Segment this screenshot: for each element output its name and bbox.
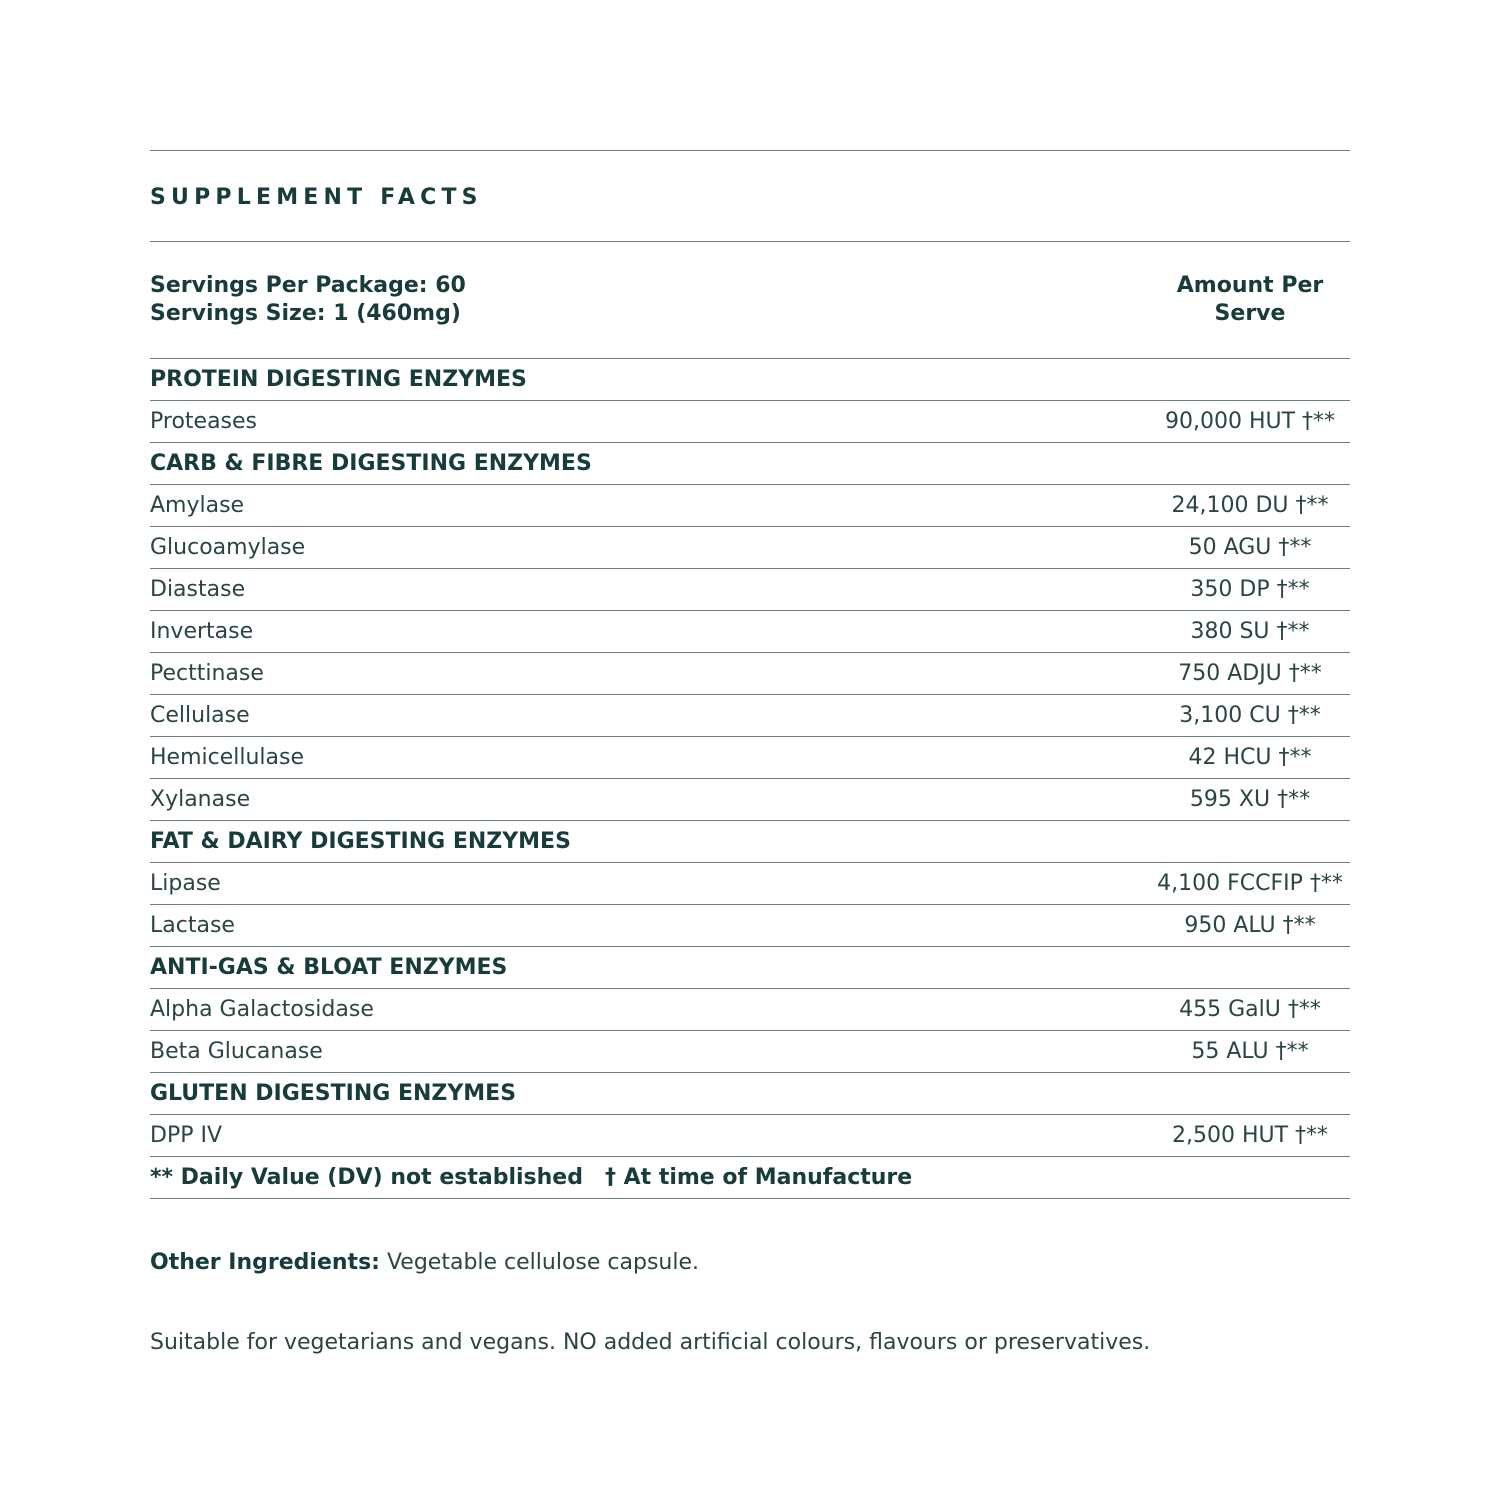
enzyme-amount: 750 ADJU †** <box>1178 661 1322 686</box>
table-row <box>150 526 1350 568</box>
panel-title: SUPPLEMENT FACTS <box>150 184 483 210</box>
amount-header-line1: Amount Per <box>1176 273 1324 298</box>
enzyme-amount: 3,100 CU †** <box>1179 703 1321 728</box>
enzyme-amount: 90,000 HUT †** <box>1164 409 1336 434</box>
enzyme-name: Diastase <box>150 577 246 602</box>
enzyme-name: Hemicellulase <box>150 745 305 770</box>
other-ingredients-label: Other Ingredients: <box>150 1250 380 1275</box>
enzyme-table <box>150 358 1350 1156</box>
enzyme-amount: 455 GalU †** <box>1179 997 1321 1022</box>
enzyme-amount: 42 HCU †** <box>1188 745 1312 770</box>
enzyme-amount: 350 DP †** <box>1190 577 1310 602</box>
servings-per-package: Servings Per Package: 60 <box>150 273 466 298</box>
enzyme-name: Proteases <box>150 409 258 434</box>
table-row <box>150 694 1350 736</box>
enzyme-name: Lactase <box>150 913 235 938</box>
enzyme-name: Amylase <box>150 493 245 518</box>
serving-info <box>150 242 1350 358</box>
table-row <box>150 862 1350 904</box>
amount-per-serve-header <box>1150 272 1350 328</box>
enzyme-name: DPP IV <box>150 1123 223 1148</box>
amount-header-line2: Serve <box>1214 301 1286 326</box>
enzyme-amount: 24,100 DU †** <box>1171 493 1329 518</box>
table-row <box>150 736 1350 778</box>
section-heading: ANTI-GAS & BLOAT ENZYMES <box>150 946 1350 988</box>
section-heading: CARB & FIBRE DIGESTING ENZYMES <box>150 442 1350 484</box>
enzyme-name: Cellulase <box>150 703 250 728</box>
serving-details <box>150 272 466 328</box>
enzyme-amount: 55 ALU †** <box>1191 1039 1309 1064</box>
supplement-facts-panel <box>150 150 1350 1199</box>
table-row <box>150 778 1350 820</box>
table-row <box>150 652 1350 694</box>
section-heading: PROTEIN DIGESTING ENZYMES <box>150 358 1350 400</box>
serving-size: Servings Size: 1 (460mg) <box>150 301 461 326</box>
suitability-note: Suitable for vegetarians and vegans. NO added artificial colours, flavours or preservatives. <box>150 1330 1151 1355</box>
enzyme-amount: 380 SU †** <box>1190 619 1310 644</box>
enzyme-name: Xylanase <box>150 787 251 812</box>
footnote-dv: ** Daily Value (DV) not established <box>150 1165 583 1190</box>
table-row <box>150 1114 1350 1156</box>
footnote-row <box>150 1156 1350 1199</box>
enzyme-amount: 4,100 FCCFIP †** <box>1157 871 1343 896</box>
table-row <box>150 1030 1350 1072</box>
table-row <box>150 484 1350 526</box>
footnote-manufacture: † At time of Manufacture <box>604 1165 913 1190</box>
enzyme-amount: 950 ALU †** <box>1184 913 1316 938</box>
enzyme-amount: 595 XU †** <box>1189 787 1311 812</box>
other-ingredients <box>150 1250 699 1275</box>
table-row <box>150 568 1350 610</box>
enzyme-name: Glucoamylase <box>150 535 306 560</box>
enzyme-name: Pecttinase <box>150 661 264 686</box>
enzyme-name: Alpha Galactosidase <box>150 997 374 1022</box>
table-row <box>150 610 1350 652</box>
enzyme-name: Invertase <box>150 619 254 644</box>
enzyme-amount: 2,500 HUT †** <box>1171 1123 1329 1148</box>
enzyme-amount: 50 AGU †** <box>1188 535 1312 560</box>
section-heading: FAT & DAIRY DIGESTING ENZYMES <box>150 820 1350 862</box>
enzyme-name: Lipase <box>150 871 221 896</box>
table-row <box>150 400 1350 442</box>
section-heading: GLUTEN DIGESTING ENZYMES <box>150 1072 1350 1114</box>
table-row <box>150 988 1350 1030</box>
other-ingredients-text: Vegetable cellulose capsule. <box>379 1250 700 1275</box>
table-row <box>150 904 1350 946</box>
enzyme-name: Beta Glucanase <box>150 1039 323 1064</box>
